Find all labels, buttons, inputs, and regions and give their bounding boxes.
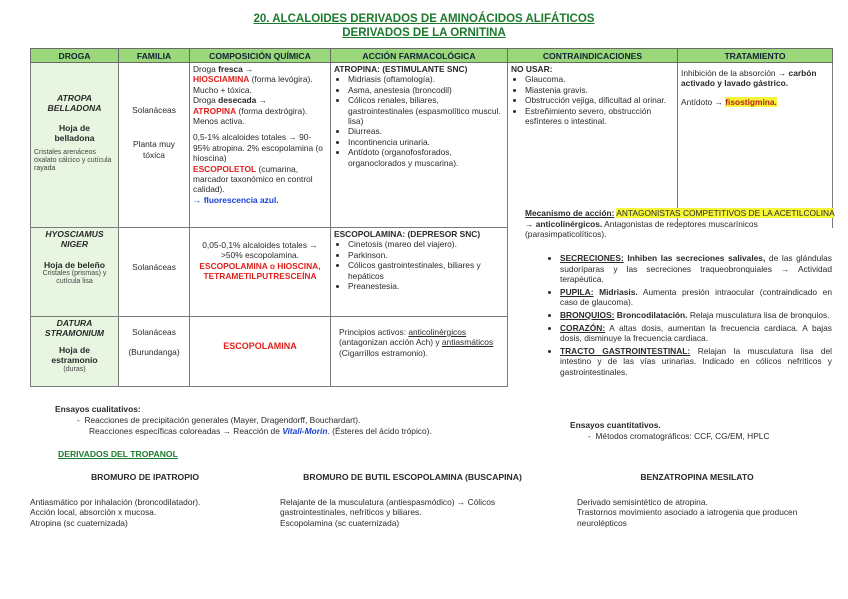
trat-text: Inhibición de la absorción → <box>681 68 787 78</box>
accion-datura <box>331 317 508 387</box>
list-item: • Glaucoma. <box>525 74 674 84</box>
trat-text-2: Antídoto → <box>681 96 723 107</box>
effect-item: • PUPILA: Midriasis. Aumenta presión intraocular (contraindicado en caso de glaucoma). <box>560 287 832 308</box>
list-item: • Preanestesia. <box>348 281 504 291</box>
list-item: • Estreñimiento severo, obstrucción esfínteres o intestinal. <box>525 106 674 127</box>
acc-antiasmaticos: antiasmáticos <box>441 337 494 348</box>
drug-name-2: BELLADONA <box>47 103 102 114</box>
mechanism-bold: anticolinérgicos. <box>535 218 603 229</box>
comp-arrow-2: → <box>256 95 268 106</box>
derivado-name: BROMURO DE BUTIL ESCOPOLAMINA (BUSCAPINA) <box>303 472 522 482</box>
derivado-line: Atropina (sc cuaternizada) <box>30 517 128 528</box>
comp-text-2: (forma levógira). Mucho + tóxica. <box>193 74 313 95</box>
quantitative-tests <box>570 420 830 442</box>
familia-datura <box>119 317 190 387</box>
drug-part-2: estramonio <box>51 355 98 366</box>
derivado-buscapina <box>280 472 545 528</box>
drug-part: Hoja de <box>58 122 91 133</box>
drug-name: ATROPA <box>56 93 92 103</box>
derivado-line: Derivado semisintético de atropina. <box>577 496 708 507</box>
familia-note: Planta muy <box>133 139 175 150</box>
comp-escopolamina: ESCOPOLAMINA <box>223 341 297 351</box>
comp-escopoletol: ESCOPOLETOL <box>193 163 257 174</box>
tratamiento-atropa <box>678 63 833 228</box>
derivado-name: BROMURO DE IPATROPIO <box>90 472 200 482</box>
header-tratamiento: TRATAMIENTO <box>678 49 833 63</box>
list-item: • Incontinencia urinaria. <box>348 137 504 147</box>
familia-name: Solanáceas <box>132 262 176 272</box>
comp-text: Droga <box>193 64 219 74</box>
comp-percent: 0,5-1% alcaloides totales → 90-95% atropina. 2% escopolamina (o hioscina) <box>193 132 323 164</box>
drug-name: DATURA <box>56 318 93 328</box>
quant-line-1: - Métodos cromatográficos: CCF, CG/EM, HPLC <box>588 431 770 441</box>
composicion-datura <box>190 317 331 387</box>
acc-text: Principios activos: <box>339 327 409 337</box>
drug-name-2: STRAMONIUM <box>44 328 105 339</box>
page-title: 20. ALCALOIDES DERIVADOS DE AMINOÁCIDOS ALIFÁTICOS <box>253 13 595 25</box>
comp-fresca: fresca <box>218 64 243 74</box>
derivados-heading: DERIVADOS DEL TROPANOL <box>58 449 178 459</box>
list-item: • Cólicos renales, biliares, gastrointestinales (espasmolítico muscul. lisa) <box>348 95 504 126</box>
page-subtitle: DERIVADOS DE LA ORNITINA <box>342 27 506 39</box>
list-item: • Asma, anestesia (broncodil) <box>348 85 504 95</box>
composicion-atropa <box>190 63 331 228</box>
qual-head: Ensayos cualitativos: <box>55 404 141 414</box>
derivado-benzatropina <box>577 472 817 528</box>
familia-atropa <box>119 63 190 228</box>
comp-text: 0,05-0,1% alcaloides totales → >50% escopolamina. <box>202 240 318 261</box>
mechanism-text: Antagonistas de receptores muscarínicos (parasimpaticolíticos). <box>525 218 758 239</box>
mechanism-block <box>525 208 835 240</box>
drug-name-2: NIGER <box>60 239 89 250</box>
effect-item: • SECRECIONES: Inhiben las secreciones salivales, de las glándulas sudoríparas y las secreciones traqueobronquiales → Actividad terapéutica. <box>560 253 832 285</box>
qualitative-tests <box>55 404 575 437</box>
derivado-line: Trastornos movimiento asociado a iatrogenia que producen neurolépticos <box>577 507 798 528</box>
comp-text-6: (cumarina, marcador taxonómico en control calidad). <box>193 163 313 195</box>
familia-name: Solanáceas <box>132 327 176 337</box>
accion-hyos <box>331 228 508 317</box>
comp-text-3: Droga <box>193 95 219 106</box>
table-row-atropa <box>31 63 833 228</box>
derivado-line: Antiasmático por inhalación (broncodilatador). <box>30 496 201 507</box>
mechanism-head: Mecanismo de acción: <box>525 208 615 218</box>
trat-fisostigmina: fisostigmina. <box>725 96 777 107</box>
list-item: • Obstrucción vejiga, dificultad al orinar. <box>525 95 674 105</box>
qual-line-1: - Reacciones de precipitación generales (Mayer, Dragendorff, Bouchardart). <box>77 415 361 425</box>
quant-head: Ensayos cuantitativos. <box>570 420 661 430</box>
mechanism-arrow: → <box>525 218 536 229</box>
drug-note: (duras) <box>63 365 86 373</box>
list-item: • Midriasis (oftamología). <box>348 74 504 84</box>
comp-escopolamina: ESCOPOLAMINA o HIOSCINA, <box>199 260 321 271</box>
header-droga: DROGA <box>31 49 119 63</box>
drug-hyos <box>31 228 119 317</box>
comp-tetrametil: TETRAMETILPUTRESCEÍNA <box>203 271 317 282</box>
familia-note-2: tóxica <box>143 149 165 160</box>
derivado-ipatropio <box>30 472 260 528</box>
drug-note: Cristales arenáceos oxalato cálcico y cutícula rayada <box>34 148 112 172</box>
drug-part: Hoja de beleño <box>43 259 106 270</box>
drug-part: Hoja de <box>58 344 91 355</box>
composicion-hyos <box>190 228 331 317</box>
accion-atropa <box>331 63 508 228</box>
familia-name: Solanáceas <box>132 105 176 115</box>
comp-text-4: (forma dextrógira). Menos activa. <box>193 105 308 127</box>
list-item: • Parkinson. <box>348 250 504 260</box>
header-familia: FAMILIA <box>119 49 190 63</box>
header-contraindicaciones: CONTRAINDICACIONES <box>508 49 678 63</box>
comp-atropina: ATROPINA <box>193 105 237 116</box>
table-header-row <box>31 49 833 63</box>
derivado-name: BENZATROPINA MESILATO <box>640 472 754 482</box>
familia-hyos <box>119 228 190 317</box>
qual-line-2: Reacciones específicas coloreadas → Reacción de Vitali-Morin. (Ésteres del ácido trópico). <box>89 426 432 436</box>
acc-anticolinergicos: anticolinérgicos <box>408 327 467 337</box>
effect-item: • BRONQUIOS: Broncodilatación. Relaja musculatura lisa de bronquios. <box>560 310 832 321</box>
trat-bold: carbón activado y lavado gástrico. <box>681 68 817 89</box>
list-item: • Cinetosis (mareo del viajero). <box>348 239 504 249</box>
list-item: • Antídoto (organofosforados, organoclorados y muscarina). <box>348 147 504 168</box>
effect-item: • TRACTO GASTROINTESTINAL: Relajan la musculatura lisa del intestino y de las vías urinarias. Indicado en cólicos nefríticos y gastrointestinales. <box>560 346 832 378</box>
derivado-line: Escopolamina (sc cuaternizada) <box>280 517 400 528</box>
comp-fluorescencia: → fluorescencia azul. <box>193 194 279 205</box>
drug-name: HYOSCIAMUS <box>45 229 104 239</box>
effect-item: • CORAZÓN: A altas dosis, aumentan la frecuencia cardiaca. A bajas dosis, disminuye la frecuencia cardiaca. <box>560 323 832 344</box>
drug-datura <box>31 317 119 387</box>
effects-list <box>548 253 832 380</box>
list-item: • Cólicos gastrointestinales, biliares y hepáticos <box>348 260 504 281</box>
header-accion: ACCIÓN FARMACOLÓGICA <box>331 49 508 63</box>
derivado-line: Relajante de la musculatura (antiespasmódico) → Cólicos gastrointestinales, nefríticos y biliares. <box>280 496 496 518</box>
accion-head: ESCOPOLAMINA: (DEPRESOR SNC) <box>334 229 481 239</box>
acc-text-2: (antagonizan acción Ach) y <box>339 337 442 348</box>
drug-atropa <box>31 63 119 228</box>
acc-text-3: (Cigarrillos estramonio). <box>339 347 428 358</box>
comp-desecada: desecada <box>218 95 257 106</box>
contra-head: NO USAR: <box>511 64 553 74</box>
list-item: • Miastenia gravis. <box>525 85 674 95</box>
drug-part-2: belladona <box>54 133 95 144</box>
accion-head: ATROPINA: (ESTIMULANTE SNC) <box>334 64 468 74</box>
header-composicion: COMPOSICIÓN QUÍMICA <box>190 49 331 63</box>
comp-arrow: → <box>242 64 254 74</box>
list-item: • Diurreas. <box>348 126 504 136</box>
derivado-line: Acción local, absorción x mucosa. <box>30 507 157 518</box>
contraindicaciones-atropa <box>508 63 678 228</box>
comp-hiosciamina: HIOSCIAMINA <box>193 74 250 85</box>
familia-note: (Burundanga) <box>128 347 180 358</box>
mechanism-highlight: ANTAGONISTAS COMPETITIVOS DE LA ACETILCOLINA <box>616 208 835 218</box>
drug-note: Cristales (prismas) y cutícula lisa <box>42 270 107 286</box>
